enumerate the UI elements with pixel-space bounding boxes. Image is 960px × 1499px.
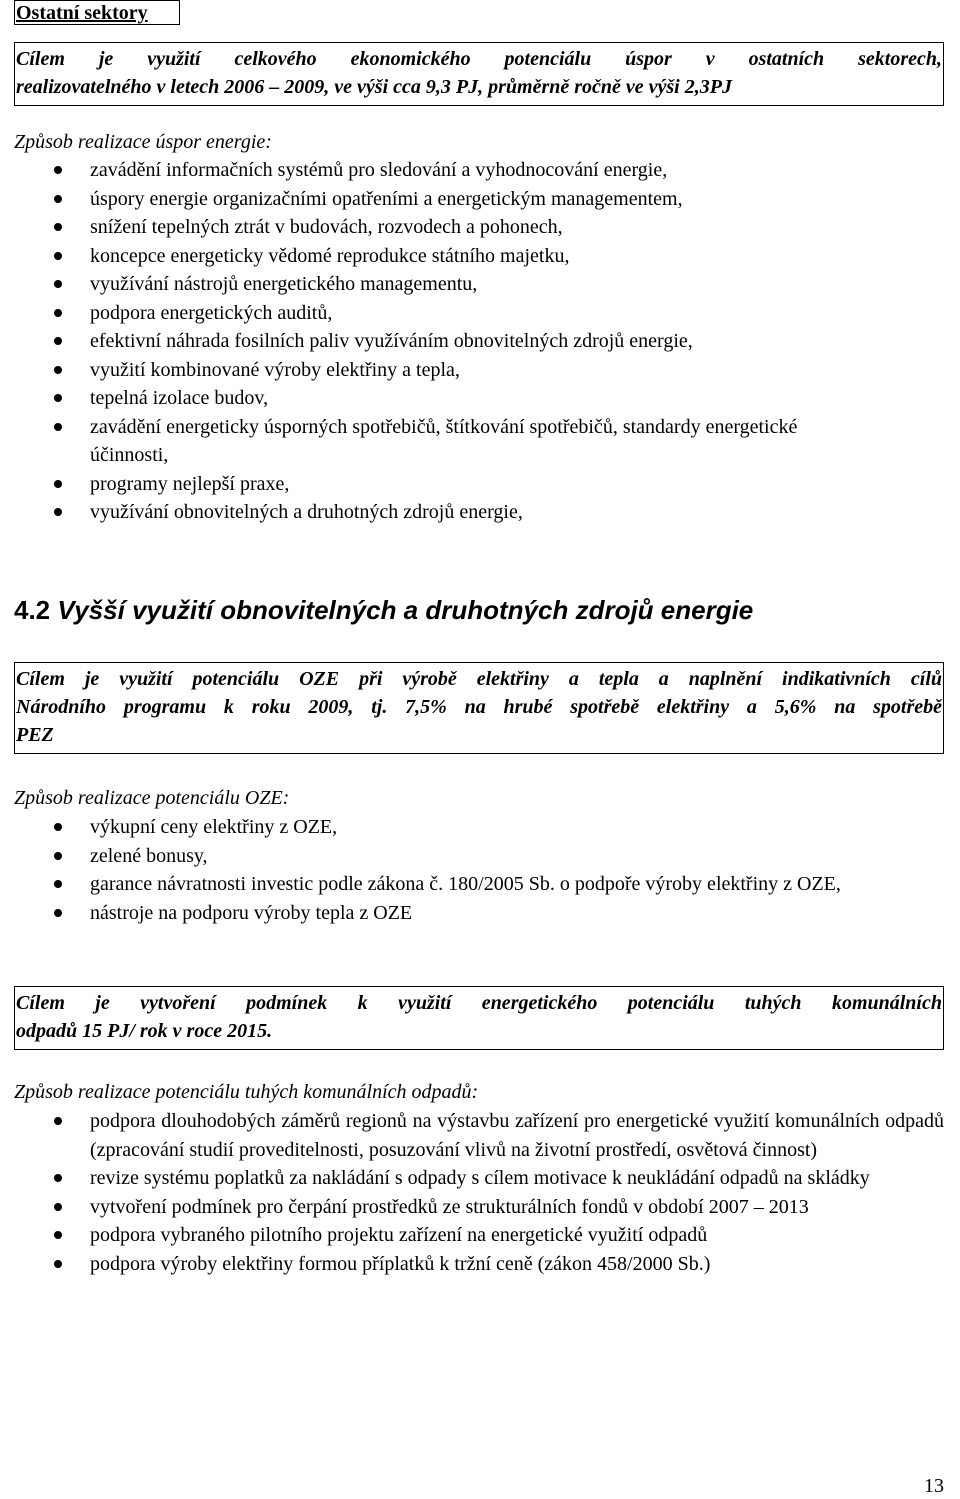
list-item: nástroje na podporu výroby tepla z OZE [14, 899, 944, 928]
bullet-icon [54, 223, 62, 231]
goal-line: Národního programu k roku 2009, tj. 7,5% na hrubé spotřebě elektřiny a 5,6% na spotřebě [16, 696, 942, 718]
list-item: využívání nástrojů energetického managementu, [14, 270, 944, 299]
bullet-icon [54, 423, 62, 431]
list-item: výkupní ceny elektřiny z OZE, [14, 813, 944, 842]
bullet-icon [54, 1174, 62, 1182]
bullet-icon [54, 166, 62, 174]
method-heading-oze: Způsob realizace potenciálu OZE: [14, 787, 290, 809]
goal-line: Cílem je využití potenciálu OZE při výrobě elektřiny a tepla a naplnění indikativních cílů [16, 668, 942, 690]
list-item: programy nejlepší praxe, [14, 470, 944, 499]
method-heading-waste: Způsob realizace potenciálu tuhých komunálních odpadů: [14, 1081, 479, 1103]
bullet-icon [54, 1231, 62, 1239]
goal-line: realizovatelného v letech 2006 – 2009, ve výši cca 9,3 PJ, průměrně ročně ve výši 2,3PJ [16, 76, 732, 98]
list-item: snížení tepelných ztrát v budovách, rozvodech a pohonech, [14, 213, 944, 242]
page-number: 13 [924, 1475, 944, 1497]
goal-line: odpadů 15 PJ/ rok v roce 2015. [16, 1020, 273, 1042]
bullet-icon [54, 909, 62, 917]
bullet-icon [54, 480, 62, 488]
bullet-icon [54, 280, 62, 288]
list-item: zavádění informačních systémů pro sledování a vyhodnocování energie, [14, 156, 944, 185]
bullet-icon [54, 823, 62, 831]
list-item: podpora energetických auditů, [14, 299, 944, 328]
oze-measures-list [14, 813, 944, 927]
list-item: podpora vybraného pilotního projektu zařízení na energetické využití odpadů [14, 1221, 944, 1250]
bullet-icon [54, 1260, 62, 1268]
section-heading-title: Vyšší využití obnovitelných a druhotných zdrojů energie [57, 595, 754, 625]
bullet-icon [54, 309, 62, 317]
list-item: úspory energie organizačními opatřeními a energetickým managementem, [14, 185, 944, 214]
list-item: využití kombinované výroby elektřiny a tepla, [14, 356, 944, 385]
list-item: podpora výroby elektřiny formou příplatků k tržní ceně (zákon 458/2000 Sb.) [14, 1250, 944, 1279]
bullet-icon [54, 195, 62, 203]
bullet-icon [54, 394, 62, 402]
list-item: využívání obnovitelných a druhotných zdrojů energie, [14, 498, 944, 527]
list-item: garance návratnosti investic podle zákona č. 180/2005 Sb. o podpoře výroby elektřiny z OZE, [14, 870, 944, 899]
section-number: 4.2 [14, 595, 51, 625]
bullet-icon [54, 252, 62, 260]
goal-line: Cílem je vytvoření podmínek k využití energetického potenciálu tuhých komunálních [16, 992, 942, 1014]
bullet-icon [54, 1117, 62, 1125]
goal-box-savings [14, 42, 944, 106]
list-item: zelené bonusy, [14, 842, 944, 871]
list-item: revize systému poplatků za nakládání s odpady s cílem motivace k neukládání odpadů na skládky [14, 1164, 944, 1193]
bullet-icon [54, 337, 62, 345]
list-item: tepelná izolace budov, [14, 384, 944, 413]
waste-measures-list [14, 1107, 944, 1278]
bullet-icon [54, 1203, 62, 1211]
goal-box-waste [14, 986, 944, 1050]
list-item: koncepce energeticky vědomé reprodukce státního majetku, [14, 242, 944, 271]
goal-line: Cílem je využití celkového ekonomického potenciálu úspor v ostatních sektorech, [16, 48, 942, 70]
section-heading-4-2 [14, 594, 753, 626]
goal-line: PEZ [16, 724, 54, 746]
list-item: podpora dlouhodobých záměrů regionů na výstavbu zařízení pro energetické využití komunálních odpadů (zpracování studií proveditelnosti, posuzování vlivů na životní prostředí, osvětová činnost) [14, 1107, 944, 1164]
list-item: zavádění energeticky úsporných spotřebičů, štítkování spotřebičů, standardy energetické účinnosti, [14, 413, 944, 470]
section-title: Ostatní sektory [14, 0, 180, 25]
bullet-icon [54, 880, 62, 888]
list-item: efektivní náhrada fosilních paliv využíváním obnovitelných zdrojů energie, [14, 327, 944, 356]
list-item: vytvoření podmínek pro čerpání prostředků ze strukturálních fondů v období 2007 – 2013 [14, 1193, 944, 1222]
bullet-icon [54, 508, 62, 516]
bullet-icon [54, 852, 62, 860]
goal-box-oze [14, 662, 944, 754]
savings-measures-list [14, 156, 944, 527]
bullet-icon [54, 366, 62, 374]
method-heading-savings: Způsob realizace úspor energie: [14, 131, 272, 153]
